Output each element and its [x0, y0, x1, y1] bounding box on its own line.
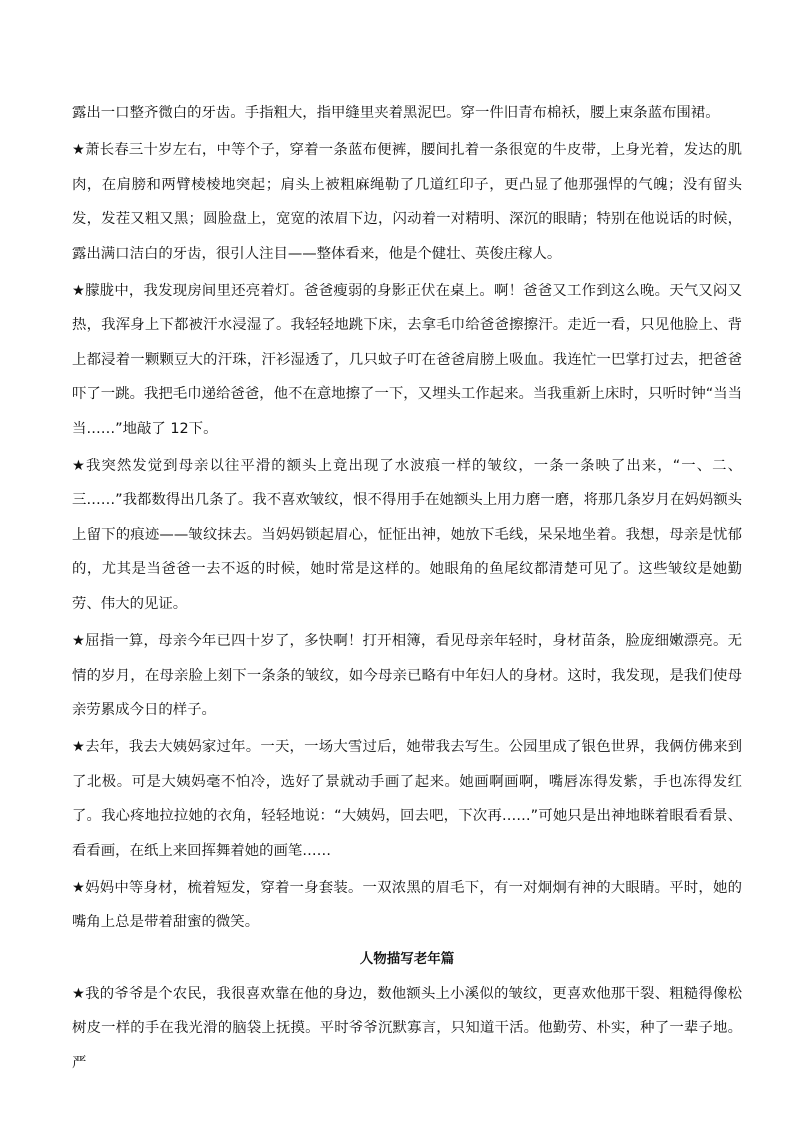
paragraph: ★去年，我去大姨妈家过年。一天，一场大雪过后，她带我去写生。公园里成了银色世界，我俩仿佛来到了北极。可是大姨妈毫不怕冷，选好了景就动手画了起来。她画啊画啊，嘴唇冻得发紫，手也冻得发红了。我心疼地拉拉她的衣角，轻轻地说：“大姨妈，回去吧，下次再……”可她只是出神地眯着眼看看景、看看画，在纸上来回挥舞着她的画笔…… — [72, 739, 742, 859]
paragraph: ★妈妈中等身材，梳着短发，穿着一身套装。一双浓黑的眉毛下，有一对炯炯有神的大眼睛。平时，她的嘴角上总是带着甜蜜的微笑。 — [72, 879, 742, 931]
paragraph: ★屈指一算，母亲今年已四十岁了，多快啊！打开相簿，看见母亲年轻时，身材苗条，脸庞细嫩漂亮。无情的岁月，在母亲脸上刻下一条条的皱纹，如今母亲已略有中年妇人的身材。这时，我发现，是我们使母亲劳累成今日的样子。 — [72, 633, 742, 718]
paragraph: ★我的爷爷是个农民，我很喜欢靠在他的身边，数他额头上小溪似的皱纹，更喜欢他那干裂、粗糙得像松树皮一样的手在我光滑的脑袋上抚摸。平时爷爷沉默寡言，只知道干活。他勤劳、朴实，种了一辈子地。严 — [72, 985, 742, 1071]
section-heading: 人物描写老年篇 — [359, 950, 455, 967]
paragraph: ★朦胧中，我发现房间里还亮着灯。爸爸瘦弱的身影正伏在桌上。啊！爸爸又工作到这么晚。天气又闷又热，我浑身上下都被汗水浸湿了。我轻轻地跳下床，去拿毛巾给爸爸擦擦汗。走近一看，只见他脸上、背上都浸着一颗颗豆大的汗珠，汗衫湿透了，几只蚊子叮在爸爸肩膀上吸血。我连忙一巴掌打过去，把爸爸吓了一跳。我把毛巾递给爸爸，他不在意地擦了一下，又埋头工作起来。当我重新上床时，只听时钟“当当当……”地敲了 12下。 — [72, 283, 742, 437]
paragraph: ★我突然发觉到母亲以往平滑的额头上竟出现了水波痕一样的皱纹，一条一条映了出来，“一、二、三……”我都数得出几条了。我不喜欢皱纹，恨不得用手在她额头上用力磨一磨，将那几条岁月在妈妈额头上留下的痕迹——皱纹抹去。当妈妈锁起眉心，怔怔出神，她放下毛线，呆呆地坐着。我想，母亲是忧郁的，尤其是当爸爸一去不返的时候，她时常是这样的。她眼角的鱼尾纹都清楚可见了。这些皱纹是她勤劳、伟大的见证。 — [72, 458, 742, 612]
document-page — [72, 96, 742, 1083]
paragraph: 露出一口整齐微白的牙齿。手指粗大，指甲缝里夹着黑泥巴。穿一件旧青布棉袄，腰上束条蓝布围裙。 — [72, 105, 720, 121]
paragraph: ★萧长春三十岁左右，中等个子，穿着一条蓝布便裤，腰间扎着一条很宽的牛皮带，上身光着，发达的肌肉，在肩膀和两臂棱棱地突起；肩头上被粗麻绳勒了几道红印子，更凸显了他那强悍的气魄；没有留头发，发茬又粗又黑；圆脸盘上，宽宽的浓眉下边，闪动着一对精明、深沉的眼睛；特别在他说话的时候，露出满口洁白的牙齿，很引人注目——整体看来，他是个健壮、英俊庄稼人。 — [72, 142, 742, 262]
